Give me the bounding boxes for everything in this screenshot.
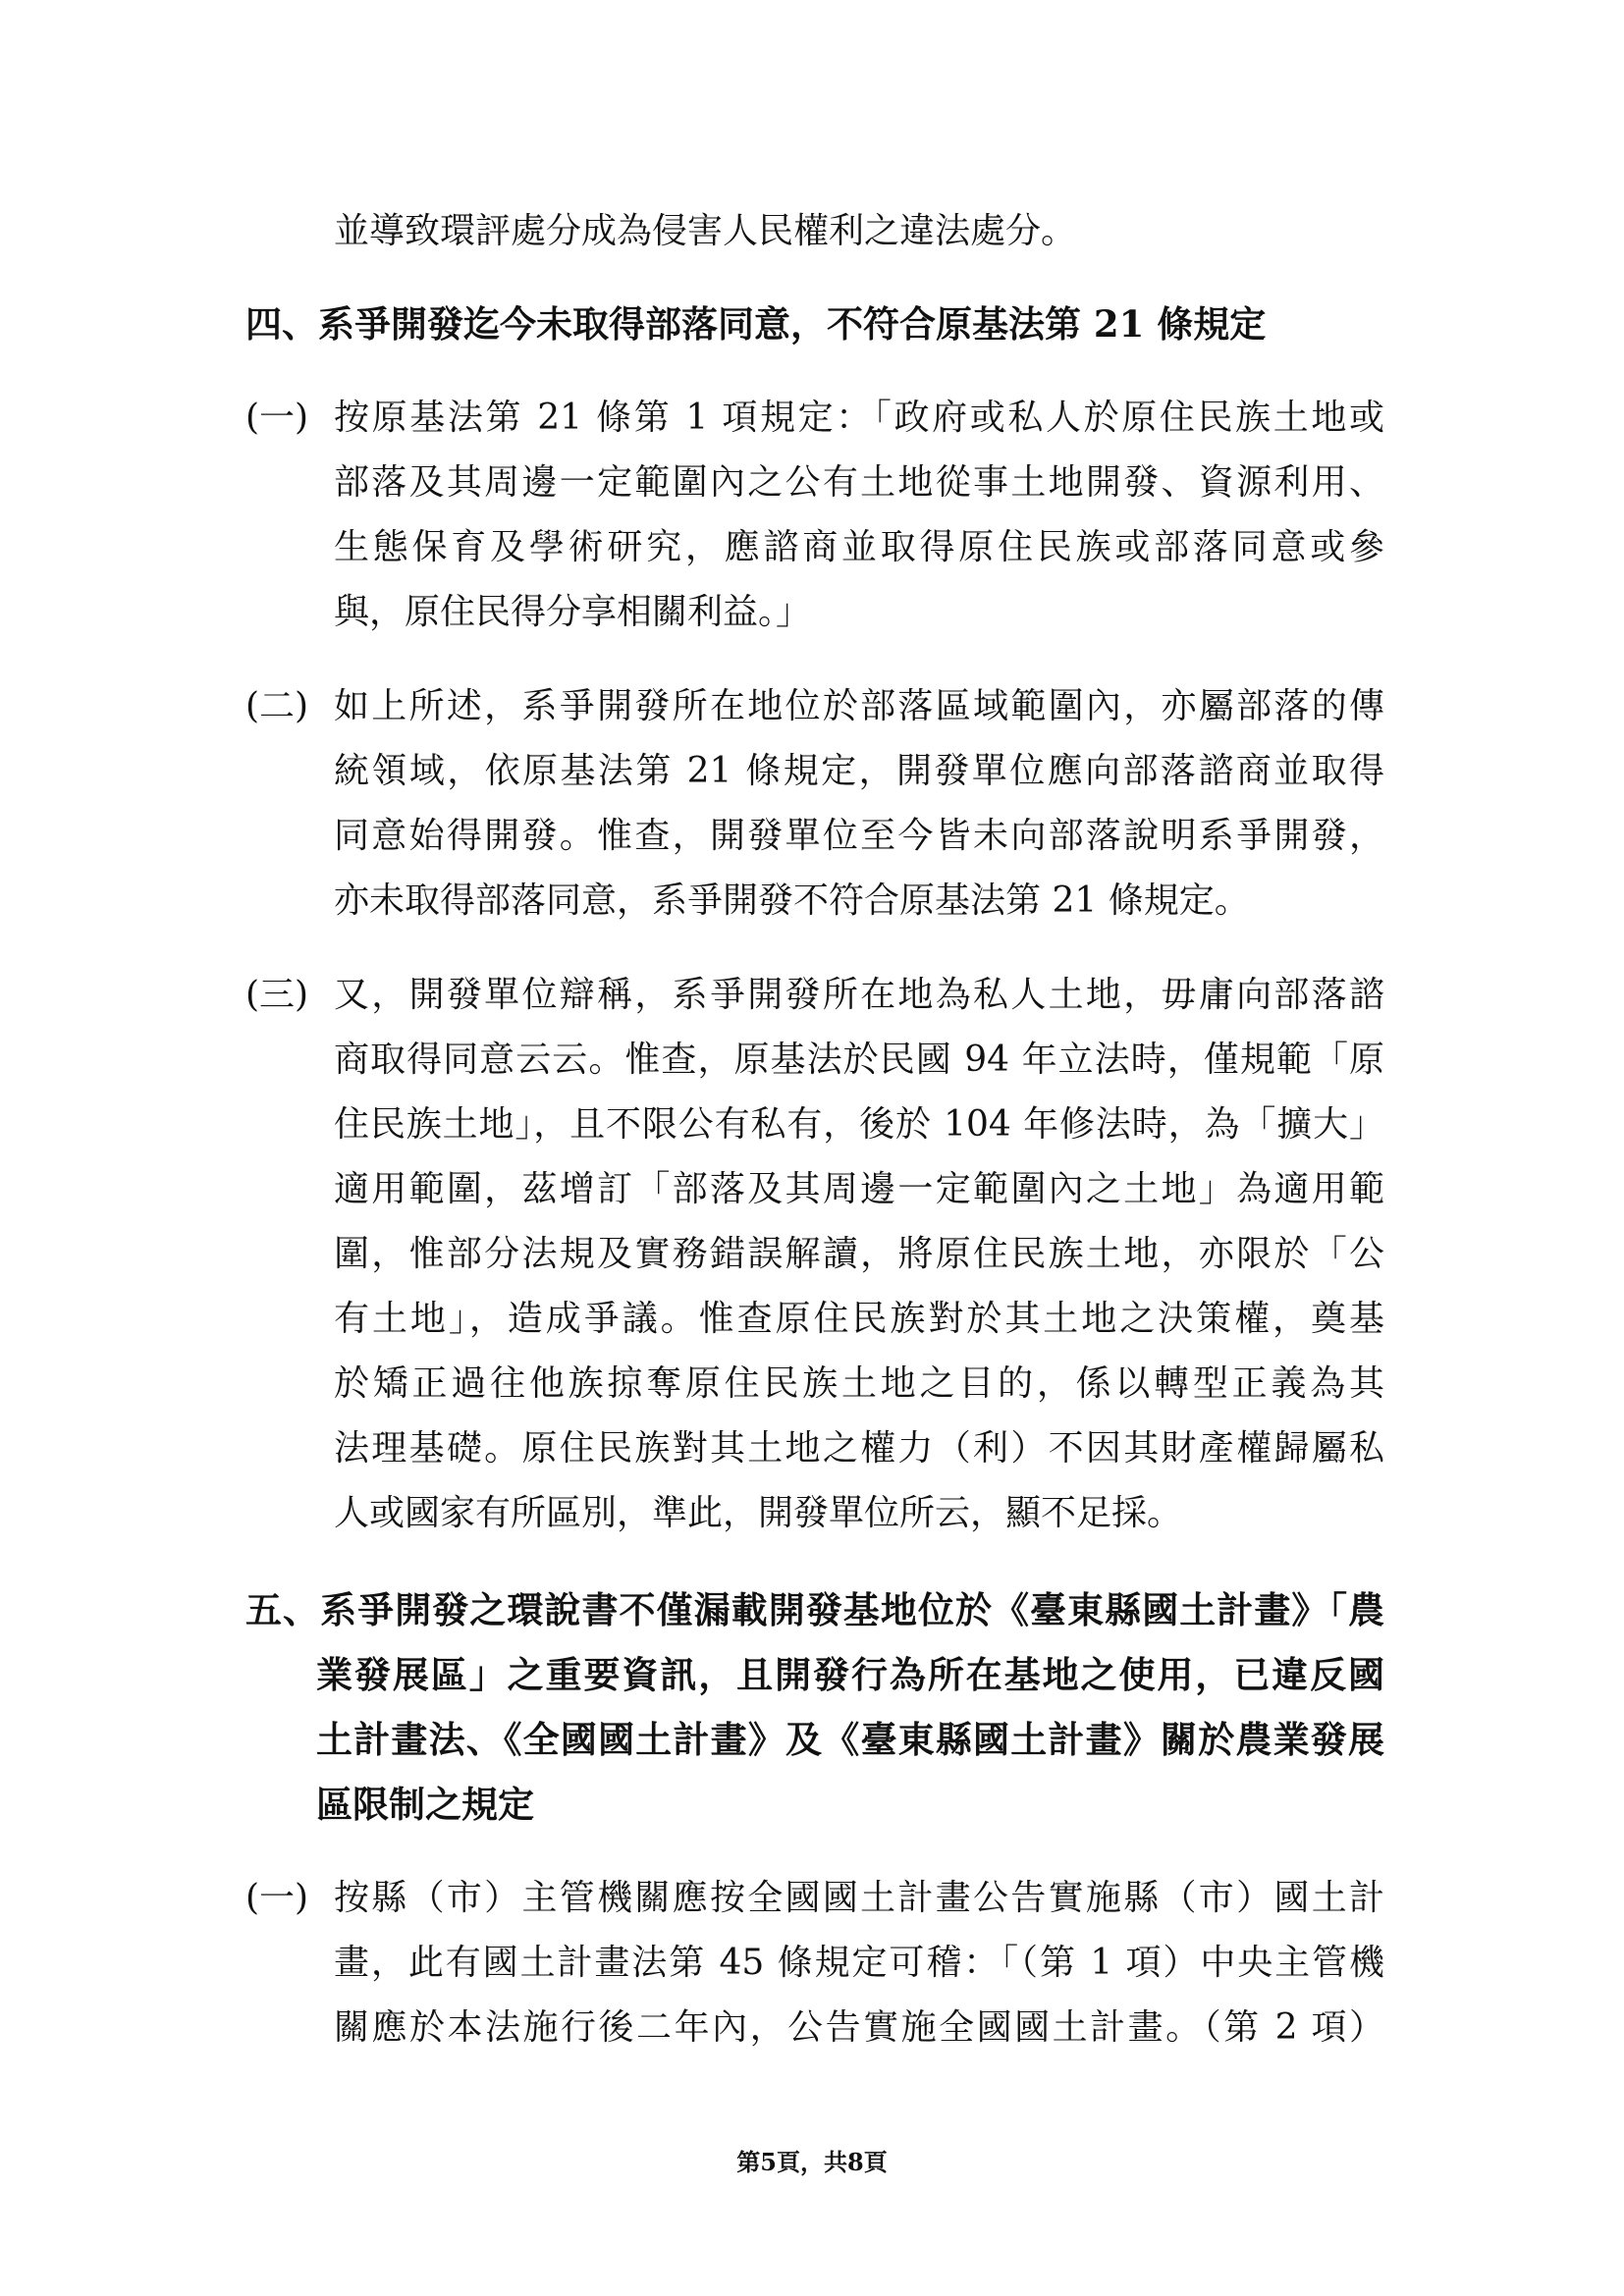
paragraph-line: 於矯正過往他族掠奪原住民族土地之目的，係以轉型正義為其 (334, 1363, 1384, 1404)
paragraph-line: 部落及其周邊一定範圍內之公有土地從事土地開發、資源利用、 (334, 462, 1384, 503)
paragraph-line: 與，原住民得分享相關利益。」 (334, 592, 812, 632)
paragraph-line: 商取得同意云云。惟查，原基法於民國 94 年立法時，僅規範「原 (334, 1040, 1384, 1080)
paragraph-line: 住民族土地」，且不限公有私有，後於 104 年修法時，為「擴大」 (334, 1104, 1384, 1145)
intro-line: 並導致環評處分成為侵害人民權利之違法處分。 (334, 211, 1077, 251)
paragraph-line: 畫，此有國土計畫法第 45 條規定可稽：「（第 1 項）中央主管機 (334, 1943, 1384, 1983)
paragraph-line: 按縣（市）主管機關應按全國國土計畫公告實施縣（市）國土計 (334, 1878, 1384, 1918)
item-marker: (一) (245, 1878, 309, 1918)
paragraph-line: 又，開發單位辯稱，系爭開發所在地為私人土地，毋庸向部落諮 (334, 975, 1384, 1015)
page-number-footer: 第5頁，共8頁 (736, 2148, 888, 2176)
section-5-heading-line: 業發展區」之重要資訊，且開發行為所在基地之使用，已違反國 (316, 1653, 1384, 1696)
paragraph-line: 有土地」，造成爭議。惟查原住民族對於其土地之決策權，奠基 (334, 1299, 1384, 1339)
section-4-heading: 四、系爭開發迄今未取得部落同意，不符合原基法第 21 條規定 (245, 302, 1267, 346)
item-marker: (二) (245, 686, 309, 726)
paragraph-line: 同意始得開發。惟查，開發單位至今皆未向部落說明系爭開發， (334, 816, 1384, 856)
paragraph-line: 適用範圍，茲增訂「部落及其周邊一定範圍內之土地」為適用範 (334, 1169, 1384, 1209)
paragraph-line: 按原基法第 21 條第 1 項規定：「政府或私人於原住民族土地或 (334, 398, 1384, 438)
item-marker: (三) (245, 975, 309, 1015)
paragraph-line: 圍，惟部分法規及實務錯誤解讀，將原住民族土地，亦限於「公 (334, 1234, 1384, 1274)
paragraph-line: 人或國家有所區別，準此，開發單位所云，顯不足採。 (334, 1493, 1183, 1533)
section-5-heading: 五、系爭開發之環說書不僅漏載開發基地位於《臺東縣國土計畫》「農 (245, 1588, 1384, 1631)
section-5-heading-line: 區限制之規定 (316, 1783, 534, 1826)
section-5-heading-line: 土計畫法、《全國國土計畫》及《臺東縣國土計畫》關於農業發展 (316, 1718, 1384, 1761)
paragraph-line: 關應於本法施行後二年內，公告實施全國國土計畫。（第 2 項） (334, 2007, 1384, 2048)
paragraph-line: 如上所述，系爭開發所在地位於部落區域範圍內，亦屬部落的傳 (334, 686, 1384, 726)
paragraph-line: 生態保育及學術研究，應諮商並取得原住民族或部落同意或參 (334, 527, 1384, 567)
paragraph-line: 法理基礎。原住民族對其土地之權力（利）不因其財產權歸屬私 (334, 1428, 1384, 1468)
paragraph-line: 亦未取得部落同意，系爭開發不符合原基法第 21 條規定。 (334, 881, 1250, 921)
paragraph-line: 統領域，依原基法第 21 條規定，開發單位應向部落諮商並取得 (334, 751, 1384, 791)
item-marker: (一) (245, 398, 309, 438)
